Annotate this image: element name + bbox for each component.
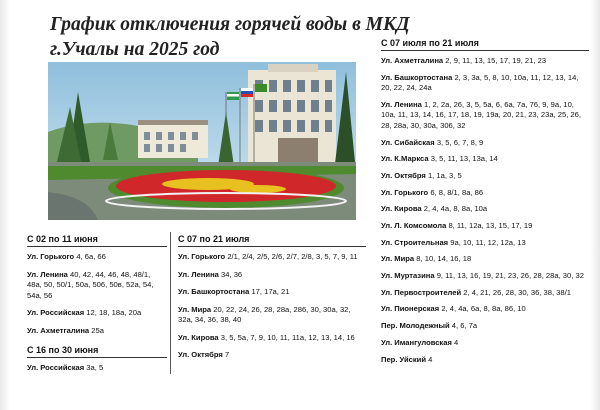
house-numbers: 17, 17а, 21 — [251, 287, 290, 296]
period-column-july-1 — [178, 234, 366, 368]
street-entry — [27, 363, 167, 374]
house-numbers: 2, 4, 4а, 8, 8а, 10а — [423, 204, 488, 214]
street-entry — [381, 188, 589, 199]
period-heading: С 02 по 11 июня — [27, 234, 167, 247]
house-numbers: 4 — [428, 354, 433, 364]
street-entry — [381, 254, 589, 265]
street-name: Ул. Башкортостана — [381, 72, 453, 82]
street-entry — [27, 270, 167, 302]
house-numbers: 8, 10, 14, 16, 18 — [416, 254, 472, 264]
street-entry — [381, 221, 589, 232]
house-numbers: 6, 8, 8/1, 8а, 86 — [430, 187, 484, 197]
street-entry — [381, 355, 589, 366]
house-numbers: 3, 5, 5а, 7, 9, 10, 11, 11а, 12, 13, 14, 16 — [220, 332, 355, 342]
house-numbers: 3, 5, 11, 13, 13а, 14 — [430, 154, 498, 164]
street-name: Ул. Ахметгалина — [381, 56, 444, 65]
street-name: Ул. Сибайская — [381, 137, 435, 147]
street-entry — [178, 287, 366, 298]
street-entry — [381, 73, 589, 94]
street-name: Ул. Муртазина — [381, 271, 435, 281]
street-name: Ул. Горького — [178, 252, 226, 261]
street-entry — [381, 238, 589, 249]
street-entry — [178, 350, 366, 361]
house-numbers: 1, 2, 2а, 26, 3, 5, 5а, 6, 6а, 7а, 76, 9, 9а, 10, 10а, 11, 13, 14, 16, 17, 18, 19, 19а, 20, 21, 23, 23а, 25, 26, 28, 28а, 30, 30а, 306, 32 — [381, 99, 581, 130]
street-entry — [381, 204, 589, 215]
street-name: Ул. Ленина — [178, 269, 219, 279]
street-entry — [381, 171, 589, 182]
street-entry — [27, 308, 167, 319]
street-name: Ул. Мира — [381, 254, 415, 264]
street-name: Ул. Ленина — [381, 99, 422, 109]
street-name: Пер. Молодежный — [381, 321, 450, 331]
house-numbers: 1, 1а, 3, 5 — [427, 170, 462, 180]
column-divider — [170, 232, 171, 374]
street-entry — [381, 100, 589, 132]
street-entry — [381, 154, 589, 165]
street-name: Ул. Первостроителей — [381, 287, 462, 297]
street-entry — [27, 326, 167, 337]
street-entry — [381, 304, 589, 315]
street-entry — [178, 305, 366, 326]
house-numbers: 7 — [224, 350, 230, 359]
street-name: Ул. Башкортостана — [178, 287, 250, 296]
house-numbers: 34, 36 — [221, 269, 243, 279]
document-title — [50, 12, 410, 62]
house-numbers: 3, 5, 6, 7, 8, 9 — [436, 137, 484, 147]
house-numbers: 9, 11, 13, 16, 19, 21, 23, 26, 28, 28а, 30, 32 — [436, 271, 584, 281]
street-entry — [381, 56, 589, 67]
period-column-june-2 — [27, 345, 167, 374]
street-name: Ул. Горького — [27, 252, 75, 261]
street-name: Ул. Имангуловская — [381, 337, 452, 347]
street-name: Ул. Кирова — [381, 204, 422, 214]
house-numbers: 4, 6а, 66 — [76, 252, 106, 261]
house-numbers: 40, 42, 44, 46, 48, 48/1, 48а, 50, 50/1, 50а, 506, 50в, 52а, 54, 54а, 56 — [27, 269, 154, 300]
period-column-june-1 — [27, 234, 167, 343]
street-entry — [178, 252, 366, 263]
photo-illustration — [48, 62, 356, 220]
street-entry — [381, 271, 589, 282]
house-numbers: 8, 11, 12а, 13, 15, 17, 19 — [448, 221, 533, 230]
street-name: Ул. Ленина — [27, 269, 68, 279]
street-entry — [381, 288, 589, 299]
street-name: Ул. Пионерская — [381, 304, 440, 314]
house-numbers: 2, 9, 11, 13, 15, 17, 19, 21, 23 — [445, 56, 547, 65]
street-name: Ул. Ахметгалина — [27, 325, 90, 335]
street-name: Ул. Кирова — [178, 332, 219, 342]
street-entry — [381, 138, 589, 149]
house-numbers: 4, 6, 7а — [451, 321, 478, 331]
title-line-1: График отключения горячей воды в МКД — [50, 14, 410, 35]
street-entry — [381, 338, 589, 349]
house-numbers: 2, 3, 3а, 5, 8, 10, 10а, 11, 12, 13, 14, 20, 22, 24, 24а — [381, 72, 579, 93]
street-name: Ул. К.Маркса — [381, 154, 429, 164]
street-name: Ул. Российская — [27, 363, 85, 372]
house-numbers: 9а, 10, 11, 12, 12а, 13 — [450, 237, 526, 247]
street-entry — [178, 333, 366, 344]
building-photo — [48, 62, 356, 220]
house-numbers: 2/1, 2/4, 2/5, 2/6, 2/7, 2/8, 3, 5, 7, 9, 11 — [227, 252, 358, 261]
house-numbers: 2, 4, 21, 26, 28, 30, 36, 38, 38/1 — [463, 287, 571, 297]
street-name: Ул. Октября — [381, 170, 426, 180]
street-name: Ул. Октября — [178, 350, 223, 359]
street-entry — [178, 270, 366, 281]
period-column-july-2 — [381, 38, 589, 371]
period-heading: С 07 по 21 июля — [178, 234, 366, 247]
house-numbers: 20, 22, 24, 26, 28, 28а, 286, 30, 30а, 32, 32а, 34, 36, 38, 40 — [178, 304, 351, 324]
period-heading: С 16 по 30 июня — [27, 345, 167, 358]
title-line-2: г.Учалы на 2025 год — [50, 39, 220, 60]
street-name: Ул. Горького — [381, 187, 429, 197]
period-heading: С 07 июля по 21 июля — [381, 38, 589, 51]
street-name: Ул. Л. Комсомола — [381, 221, 447, 230]
street-name: Ул. Мира — [178, 304, 212, 314]
house-numbers: 2, 4, 4а, 6а, 8, 8а, 86, 10 — [441, 304, 526, 314]
street-name: Ул. Российская — [27, 308, 85, 317]
house-numbers: 12, 18, 18а, 20а — [86, 308, 142, 317]
street-entry — [381, 321, 589, 332]
house-numbers: 4 — [454, 337, 459, 347]
street-name: Ул. Строительная — [381, 237, 449, 247]
street-name: Пер. Уйский — [381, 354, 427, 364]
street-entry — [27, 252, 167, 263]
house-numbers: 25а — [91, 325, 104, 335]
house-numbers: 3а, 5 — [86, 363, 104, 372]
